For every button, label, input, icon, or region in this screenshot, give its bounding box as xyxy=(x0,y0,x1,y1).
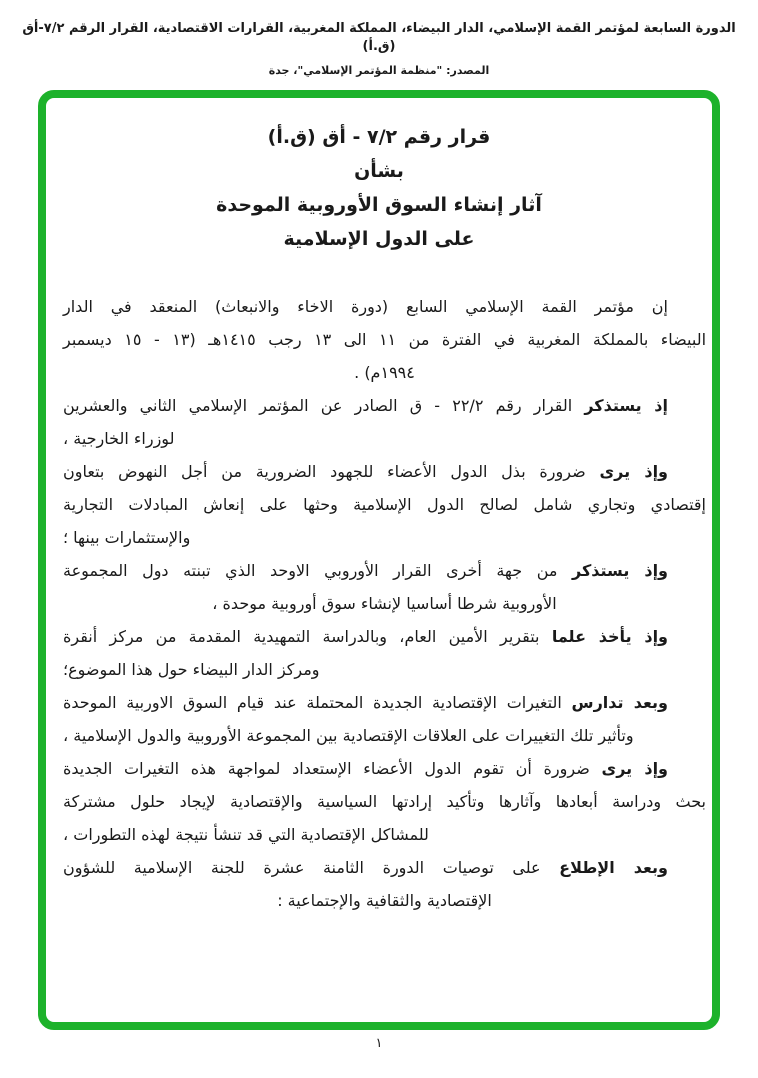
citation-line: الدورة السابعة لمؤتمر القمة الإسلامي، الدار البيضاء، المملكة المغربية، القرارات الاقتصادية، القرار الرقم ٧/٢-أق (ق.أ) xyxy=(22,21,736,54)
page-number: ١ xyxy=(375,1036,383,1051)
body-paragraph xyxy=(63,389,706,455)
body-paragraph xyxy=(63,620,706,686)
body-line: وبعد تدارس التغيرات الإقتصادية الجديدة المحتملة عند قيام السوق الاوربية الموحدة xyxy=(63,693,668,712)
resolution-title-block xyxy=(46,120,712,256)
body-line: والإستثمارات بينها ؛ xyxy=(63,528,191,547)
paragraph-lead: وإذ يأخذ علما xyxy=(551,627,668,646)
body-line: ومركز الدار البيضاء حول هذا الموضوع؛ xyxy=(63,660,320,679)
body-line: وبعد الإطلاع على توصيات الدورة الثامنة عشرة للجنة الإسلامية للشؤون xyxy=(63,858,669,877)
paragraph-lead: وإذ يرى xyxy=(599,462,668,481)
resolution-title-line: قرار رقم ٧/٢ - أق (ق.أ) xyxy=(267,126,491,148)
body-paragraph xyxy=(63,851,706,917)
body-paragraph xyxy=(63,290,706,389)
paragraph-lead: وإذ يرى xyxy=(601,759,669,778)
resolution-title-line: على الدول الإسلامية xyxy=(283,228,475,250)
body-line: الإقتصادية والثقافية والإجتماعية : xyxy=(277,891,492,910)
body-line: إقتصادي وتجاري شامل لصالح الدول الإسلامية وحثها على إنعاش المبادلات التجارية xyxy=(63,495,706,514)
resolution-body xyxy=(46,290,712,917)
body-line: وإذ يأخذ علما بتقرير الأمين العام، وبالدراسة التمهيدية المقدمة من مركز أنقرة xyxy=(63,627,668,646)
body-line: بحث ودراسة أبعادها وآثارها وتأكيد إرادتها السياسية والإقتصادية لإيجاد حلول مشتركة xyxy=(63,792,706,811)
paragraph-lead: إذ يستذكر xyxy=(584,396,668,415)
body-line: ١٩٩٤م) . xyxy=(354,363,415,382)
paragraph-lead: وبعد الإطلاع xyxy=(559,858,669,877)
paragraph-lead: وبعد تدارس xyxy=(571,693,668,712)
body-line: للمشاكل الإقتصادية التي قد تنشأ نتيجة لهذه التطورات ، xyxy=(63,825,429,844)
body-line: الأوروبية شرطا أساسيا لإنشاء سوق أوروبية موحدة ، xyxy=(212,594,557,613)
body-line: البيضاء بالمملكة المغربية في الفترة من ١١ الى ١٣ رجب ١٤١٥هـ (١٣ - ١٥ ديسمبر xyxy=(63,330,707,349)
body-line: إذ يستذكر القرار رقم ٢٢/٢ - ق الصادر عن المؤتمر الإسلامي الثاني والعشرين xyxy=(63,396,668,415)
body-line: إن مؤتمر القمة الإسلامي السابع (دورة الاخاء والانبعاث) المنعقد في الدار xyxy=(63,297,668,316)
citation-header xyxy=(6,20,752,77)
paragraph-lead: وإذ يستذكر xyxy=(572,561,669,580)
body-paragraph xyxy=(63,455,706,554)
document-border-frame xyxy=(38,90,720,1030)
body-line: وإذ يستذكر من جهة أخرى القرار الأوروبي الاوحد الذي تبنته دول المجموعة xyxy=(63,561,669,580)
resolution-title-line: آثار إنشاء السوق الأوروبية الموحدة xyxy=(216,194,542,216)
source-line: المصدر: "منظمة المؤتمر الإسلامي"، جدة xyxy=(268,64,490,77)
resolution-title-line: بشأن xyxy=(354,160,404,182)
body-line: وإذ يرى ضرورة أن تقوم الدول الأعضاء الإستعداد لمواجهة هذه التغيرات الجديدة xyxy=(63,759,669,778)
body-paragraph xyxy=(63,686,706,752)
body-line: لوزراء الخارجية ، xyxy=(63,429,175,448)
body-line: وتأثير تلك التغييرات على العلاقات الإقتصادية بين المجموعة الأوروبية والدول الإسلامية ، xyxy=(63,726,634,745)
body-paragraph xyxy=(63,554,706,620)
body-paragraph xyxy=(63,752,706,851)
body-line: وإذ يرى ضرورة بذل الدول الأعضاء للجهود الضرورية من أجل النهوض بتعاون xyxy=(63,462,668,481)
